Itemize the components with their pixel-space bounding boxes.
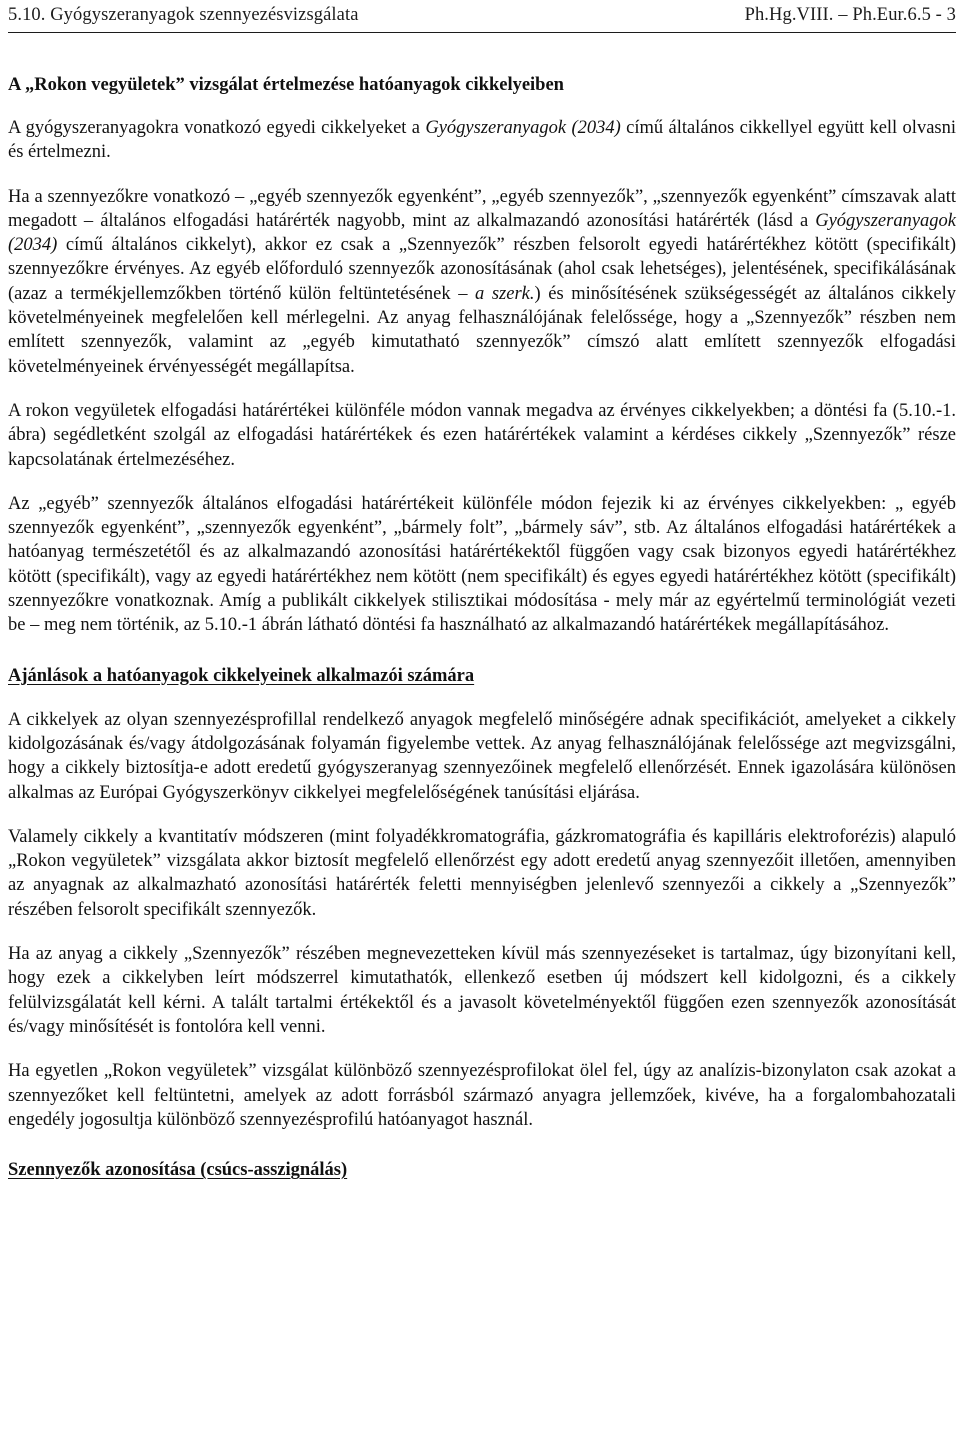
paragraph-1 [8, 116, 956, 165]
paragraph-2-text-a: Ha a szennyezőkre vonatkozó – „egyéb szennyezők egyenként”, „egyéb szennyezők”, „szennyezők egyenként” címszavak alatt megadott – általános elfogadási határérték nagyobb, mint az alkalmazandó azonosítási határérték (lásd a [8, 186, 956, 231]
paragraph-5: A cikkelyek az olyan szennyezésprofillal rendelkező anyagok megfelelő minőségére adnak specifikációt, amelyeket a cikkely kidolgozásának és/vagy átdolgozásának folyamán figyelembe vettek. Az anyag felhasználójának felelőssége azt megvizsgálni, hogy a cikkely biztosítja-e adott eredetű gyógyszeranyag szennyezőinek megfelelő ellenőrzését. Ennek igazolására különösen alkalmas az Európai Gyógyszerkönyv cikkelyei megfelelőségének tanúsítási eljárása. [8, 709, 956, 803]
paragraph-1-text-b: című általános cikkellyel együtt kell olvasni és értelmezni. [8, 118, 956, 163]
paragraph-4: Az „egyéb” szennyezők általános elfogadási határértékeit különféle módon fejezik ki az érvényes cikkelyekben: „ egyéb szennyezők egyenként”, „szennyezők egyenként”, „bármely folt”, „bármely sáv”, stb. Az általános elfogadási határértékek a hatóanyag természetétől és az alkalmazandó azonosítási határértékektől függően vagy csak bizonyos egyedi határértékhez kötött (specifikált), vagy az egyedi határértékhez nem kötött (nem specifikált) és egyes egyedi határértékhez kötött (specifikált) szennyezőkre vonatkoznak. Amíg a publikált cikkelyek stilisztikai módosítása - mely már az egyértelmű terminológiát vezeti be – meg nem történik, az 5.10.-1 ábrán látható döntési fa használható az alkalmazandó határértékek megállapításához. [8, 493, 956, 636]
paragraph-2-text-c: ) és minősítésének szükségességét az általános cikkely követelményeinek megfelelően kell mérlegelni. Az anyag felhasználójának felelőssége, hogy a „Szennyezők” részben nem említett szennyezők, valamint az „egyéb kimutatható szennyezők” címszó alatt említett szennyezők elfogadási követelményeinek érvényességét megállapítsa. [8, 283, 956, 377]
impurity-identification-heading: Szennyezők azonosítása (csúcs-asszignálás) [8, 1160, 348, 1181]
paragraph-1-text-a: A gyógyszeranyagokra vonatkozó egyedi cikkelyeket a [8, 118, 426, 138]
paragraph-1-reference: Gyógyszeranyagok (2034) [425, 118, 621, 138]
paragraph-8: Ha egyetlen „Rokon vegyületek” vizsgálat különböző szennyezésprofilokat ölel fel, úgy az analízis-bizonylaton csak azokat a szennyezőket kell feltüntetni, amelyek az adott forrásból származó anyagra jellemzőek, kivéve, ha a forgalombahozatali engedély jogosultja különböző szennyezésprofilú hatóanyagot használ. [8, 1061, 956, 1130]
paragraph-2-reference: Gyógyszeranyagok (2034) [8, 210, 956, 256]
paragraph-2-text-b: című általános cikkelyt), akkor ez csak a „Szennyezők” részben felsorolt egyedi határértékhez kötött (specifikált) szennyezőkre érvényes. Az egyéb előforduló szennyezők azonosításának (ahol csak lehetséges), jelentésének, specifikálásának (azaz a termékjellemzőkben történő külön feltüntetésének – [8, 235, 956, 304]
paragraph-3: A rokon vegyületek elfogadási határértékei különféle módon vannak megadva az érvényes cikkelyekben; a döntési fa (5.10.-1. ábra) segédletként szolgál az elfogadási határértékek és ezen határértékek valamint a kérdéses cikkely „Szennyezők” része kapcsolatának értelmezéséhez. [8, 400, 956, 470]
running-header [8, 0, 956, 33]
paragraph-7: Ha az anyag a cikkely „Szennyezők” részében megnevezetteken kívül más szennyezéseket is tartalmaz, úgy bizonyítani kell, hogy ezek a cikkelyben leírt módszerrel kimutathatók, ellenkező esetben új módszert kell kidolgozni, és a cikkely felülvizsgálatát kell kérni. A talált tartalmi értékektől és a javasolt követelményektől függően ezen szennyezők azonosítását és/vagy minősítését is fontolóra kell venni. [8, 944, 956, 1037]
header-section-title: 5.10. Gyógyszeranyagok szennyezésvizsgálata [8, 5, 359, 25]
document-page [8, 0, 956, 1182]
recommendations-heading: Ajánlások a hatóanyagok cikkelyeinek alkalmazói számára [8, 665, 475, 686]
document-body [8, 73, 956, 1182]
paragraph-6: Valamely cikkely a kvantitatív módszeren (mint folyadékkromatográfia, gázkromatográfia és kapilláris elektroforézis) alapuló „Rokon vegyületek” vizsgálata akkor biztosít megfelelő ellenőrzést egy adott eredetű anyag szennyezőit illetően, amennyiben az anyagnak az alkalmazható azonosítási határérték feletti mennyiségben jelenlevő szennyezői a cikkely a „Szennyezők” részében felsorolt specifikált szennyezők. [8, 826, 956, 920]
header-pharmacopoeia-reference: Ph.Hg.VIII. – Ph.Eur.6.5 - 3 [744, 5, 956, 25]
paragraph-2 [8, 185, 956, 379]
paragraph-2-editor-note: a szerk. [475, 283, 535, 304]
section-title: A „Rokon vegyületek” vizsgálat értelmezése hatóanyagok cikkelyeiben [8, 75, 564, 95]
